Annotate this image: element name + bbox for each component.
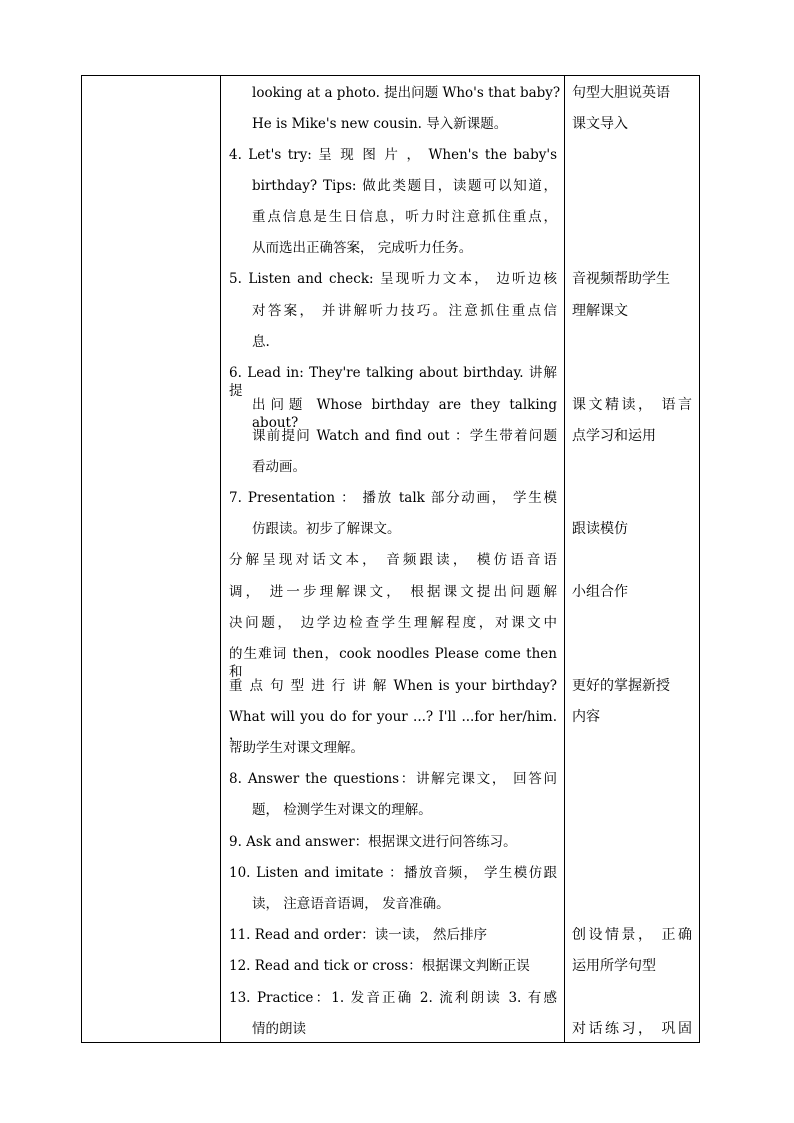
purpose-note: 音视频帮助学生 xyxy=(572,271,670,287)
purpose-note: 理解课文 xyxy=(572,303,628,319)
procedure-step-7: 7. Presentation ： 播放 talk 部分动画， 学生模 xyxy=(229,490,557,506)
procedure-line: 帮助学生对课文理解。 xyxy=(229,740,364,756)
procedure-line: 分解呈现对话文本， 音频跟读， 模仿语音语 xyxy=(229,552,557,568)
procedure-line: 决问题， 边学边检查学生理解程度，对课文中 xyxy=(229,615,557,631)
purpose-note: 句型大胆说英语 xyxy=(572,85,670,101)
procedure-step-9: 9. Ask and answer：根据课文进行问答练习。 xyxy=(229,834,517,850)
column-divider-1 xyxy=(220,76,221,1042)
purpose-note: 课文导入 xyxy=(572,116,628,132)
procedure-line: 重点信息是生日信息，听力时注意抓住重点， xyxy=(252,209,557,225)
procedure-line: 看动画。 xyxy=(252,459,306,475)
procedure-line: 仿跟读。初步了解课文。 xyxy=(252,521,401,537)
purpose-note: 点学习和运用 xyxy=(572,428,656,444)
procedure-line: 息. xyxy=(252,334,270,350)
procedure-line: 重 点 句 型 进 行 讲 解 When is your birthday? xyxy=(229,678,557,694)
procedure-line: 出问题 Whose birthday are they talking about? xyxy=(252,397,557,431)
procedure-line: He is Mike's new cousin. 导入新课题。 xyxy=(252,116,508,132)
procedure-line: 的生难词 then，cook noodles Please come then 和 xyxy=(229,646,557,680)
procedure-line: What will you do for your ...? I'll ...for her/him. ， xyxy=(229,709,557,743)
purpose-note: 跟读模仿 xyxy=(572,521,628,537)
procedure-step-4: 4. Let's try: 呈 现 图 片 ， When's the baby's xyxy=(229,147,557,163)
procedure-step-10: 10. Listen and imitate ：播放音频， 学生模仿跟 xyxy=(229,865,557,881)
procedure-line: 从而选出正确答案， 完成听力任务。 xyxy=(252,240,473,256)
procedure-line: 对答案， 并讲解听力技巧。注意抓住重点信 xyxy=(252,303,557,319)
procedure-step-11: 11. Read and order：读一读， 然后排序 xyxy=(229,927,488,943)
purpose-note: 内容 xyxy=(572,709,600,725)
procedure-line: 读， 注意语音语调， 发音准确。 xyxy=(252,896,450,912)
column-divider-2 xyxy=(564,76,565,1042)
procedure-step-13: 13. Practice：1. 发音正确 2. 流利朗读 3. 有感 xyxy=(229,990,557,1006)
purpose-note: 对话练习， 巩固 xyxy=(572,1021,692,1037)
purpose-note: 小组合作 xyxy=(572,584,628,600)
purpose-note: 课文精读， 语言 xyxy=(572,397,692,413)
procedure-step-6: 6. Lead in: They're talking about birthday. 讲解提 xyxy=(229,365,557,399)
procedure-line: looking at a photo. 提出问题 Who's that baby? xyxy=(252,85,561,101)
purpose-note: 运用所学句型 xyxy=(572,958,656,974)
procedure-line: 题， 检测学生对课文的理解。 xyxy=(252,802,432,818)
procedure-line: 课前提问 Watch and find out ：学生带着问题 xyxy=(252,428,557,444)
procedure-line: 情的朗读 xyxy=(252,1021,306,1037)
purpose-note: 创设情景， 正确 xyxy=(572,927,692,943)
purpose-note: 更好的掌握新授 xyxy=(572,678,670,694)
procedure-step-12: 12. Read and tick or cross：根据课文判断正误 xyxy=(229,958,530,974)
procedure-line: 调， 进一步理解课文， 根据课文提出问题解 xyxy=(229,584,557,600)
procedure-step-8: 8. Answer the questions：讲解完课文， 回答问 xyxy=(229,771,557,787)
procedure-step-5: 5. Listen and check: 呈现听力文本， 边听边核 xyxy=(229,271,557,287)
procedure-line: birthday? Tips: 做此类题目，读题可以知道， xyxy=(252,178,557,194)
